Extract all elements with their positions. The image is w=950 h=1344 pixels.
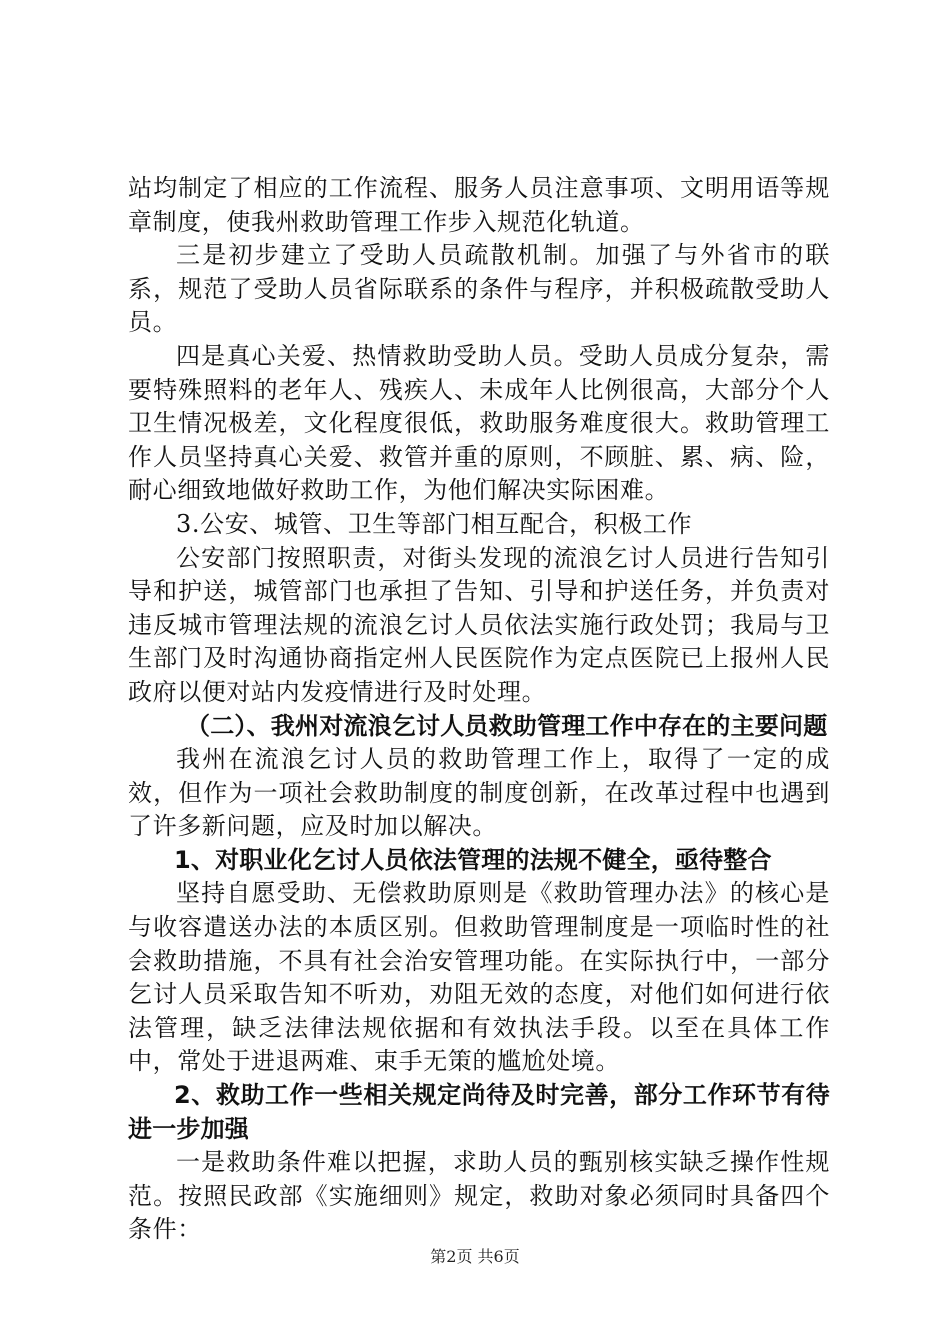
paragraph-item-three: 三是初步建立了受助人员疏散机制。加强了与外省市的联系，规范了受助人员省际联系的条件与程序，并积极疏散受助人员。 xyxy=(128,241,830,337)
paragraph-continuation: 站均制定了相应的工作流程、服务人员注意事项、文明用语等规章制度，使我州救助管理工作步入规范化轨道。 xyxy=(128,174,830,236)
paragraph-problem-one: 坚持自愿受助、无偿救助原则是《救助管理办法》的核心是与收容遣送办法的本质区别。但救助管理制度是一项临时性的社会救助措施，不具有社会治安管理功能。在实际执行中，一部分乞讨人员采取告知不听劝，劝阻无效的态度，对他们如何进行依法管理，缺乏法律法规依据和有效执法手段。以至在具体工作中，常处于进退两难、束手无策的尴尬处境。 xyxy=(128,879,830,1076)
document-body xyxy=(128,172,830,1247)
page-number-footer: 第2页 共6页 xyxy=(430,1247,520,1266)
paragraph-item-four: 四是真心关爱、热情救助受助人员。受助人员成分复杂，需要特殊照料的老年人、残疾人、未成年人比例很高，大部分个人卫生情况极差，文化程度很低，救助服务难度很大。救助管理工作人员坚持真心关爱、救管并重的原则，不顾脏、累、病、险，耐心细致地做好救助工作，为他们解决实际困难。 xyxy=(128,341,830,505)
subheading-problem-two: 2、救助工作一些相关规定尚待及时完善，部分工作环节有待进一步加强 xyxy=(128,1081,830,1143)
paragraph-problems-intro: 我州在流浪乞讨人员的救助管理工作上，取得了一定的成效，但作为一项社会救助制度的制度创新，在改革过程中也遇到了许多新问题，应及时加以解决。 xyxy=(128,745,830,841)
subheading-cooperation: 3.公安、城管、卫生等部门相互配合，积极工作 xyxy=(176,509,693,538)
paragraph-problem-two: 一是救助条件难以把握，求助人员的甄别核实缺乏操作性规范。按照民政部《实施细则》规定，救助对象必须同时具备四个条件： xyxy=(128,1148,830,1244)
section-heading-problems: （二）、我州对流浪乞讨人员救助管理工作中存在的主要问题 xyxy=(186,711,828,740)
subheading-problem-one: 1、对职业化乞讨人员依法管理的法规不健全，亟待整合 xyxy=(174,845,772,874)
paragraph-police-duties: 公安部门按照职责，对街头发现的流浪乞讨人员进行告知引导和护送，城管部门也承担了告知、引导和护送任务，并负责对违反城市管理法规的流浪乞讨人员依法实施行政处罚；我局与卫生部门及时沟通协商指定州人民医院作为定点医院已上报州人民政府以便对站内发疫情进行及时处理。 xyxy=(128,543,830,706)
